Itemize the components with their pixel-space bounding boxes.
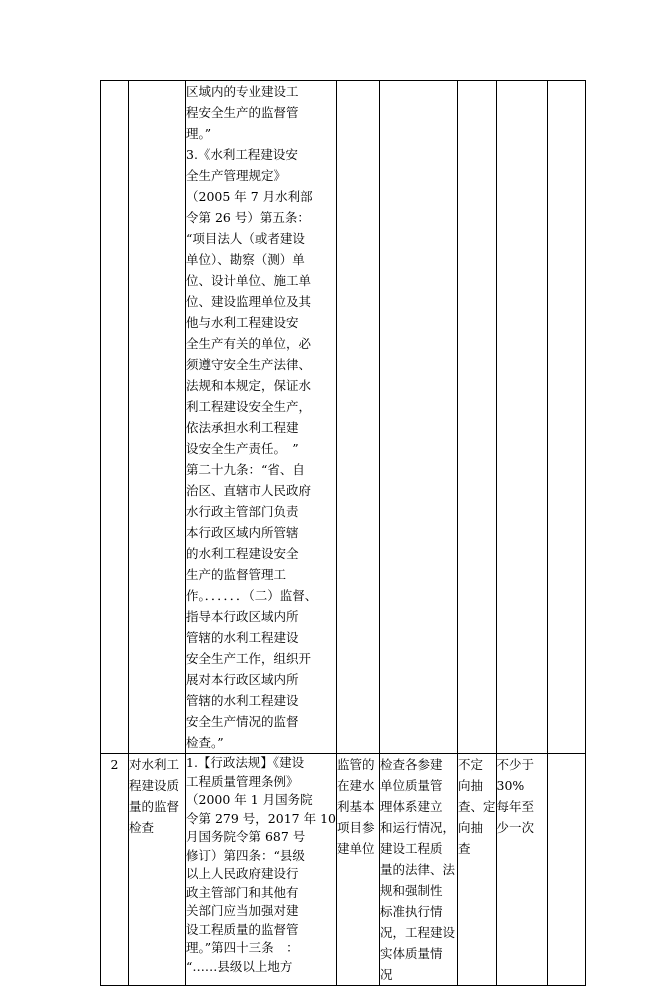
- text-line: 依法承担水利工程建: [186, 420, 299, 435]
- text-line: “……县级以上地方: [186, 958, 293, 974]
- text-line: 监管的: [336, 757, 375, 772]
- text-line: 管辖的水利工程建设: [186, 693, 299, 708]
- text-line: 政主管部门和其他有: [186, 884, 299, 900]
- text-line: 量的监督: [129, 799, 180, 814]
- table-row: [101, 754, 586, 986]
- text-line: 展对本行政区域内所: [186, 672, 299, 687]
- text-line: 安全生产工作，组织开: [186, 651, 312, 666]
- text-line: “项目法人（或者建设: [186, 231, 305, 246]
- text-line: 的水利工程建设安全: [186, 546, 299, 561]
- inspection-item: [129, 754, 186, 986]
- text-line: 令第 26 号）第五条：: [186, 210, 310, 225]
- text-line: 利工程建设安全生产，: [186, 399, 312, 414]
- text-line: 令第 279 号，2017 年 10: [186, 810, 336, 826]
- text-line: 向抽: [457, 778, 483, 793]
- inspection-frequency: [496, 81, 547, 754]
- text-line: 作。．．．．．．（二）监督、: [186, 588, 318, 603]
- inspection-content: [379, 754, 457, 986]
- text-line: 况，工程建设: [379, 925, 455, 940]
- text-line: 法规和本规定，保证水: [186, 378, 312, 393]
- text-line: 检查: [129, 820, 155, 835]
- table-row: [101, 81, 586, 754]
- text-line: 不定: [457, 757, 483, 772]
- inspection-object: [336, 754, 379, 986]
- inspection-item: [129, 81, 186, 754]
- text-line: 30%: [496, 778, 525, 793]
- text-line: 况: [379, 967, 393, 982]
- text-line: 和运行情况，: [379, 820, 455, 835]
- legal-basis: [186, 81, 337, 754]
- text-line: 工程质量管理条例》: [186, 773, 299, 789]
- remarks: [547, 754, 585, 986]
- text-line: 第二十九条：“省、自: [186, 462, 305, 477]
- row-number: [101, 81, 129, 754]
- text-line: 利基本: [336, 799, 375, 814]
- text-line: 管辖的水利工程建设: [186, 630, 299, 645]
- inspection-table: [100, 80, 586, 986]
- inspection-method: [457, 81, 496, 754]
- text-line: 须遵守安全生产法律、: [186, 357, 312, 372]
- text-line: 量的法律、法: [379, 862, 455, 877]
- text-line: 单位质量管: [379, 778, 443, 793]
- text-line: 检查各参建: [379, 757, 443, 772]
- text-line: 理。”: [186, 126, 212, 141]
- text-line: （2005 年 7 月水利部: [186, 189, 313, 204]
- text-line: 理。”第四十三条 ：: [186, 940, 299, 955]
- text-line: 不少于: [496, 757, 535, 772]
- text-line: 少一次: [496, 820, 535, 835]
- text-line: 安全生产情况的监督: [186, 714, 299, 729]
- inspection-method: [457, 754, 496, 986]
- text-line: 全生产管理规定》: [186, 168, 287, 183]
- text-line: 全生产有关的单位，必: [186, 336, 312, 351]
- legal-basis: [186, 754, 337, 986]
- text-line: 对水利工: [129, 757, 180, 772]
- row-number: 2: [101, 754, 129, 986]
- text-line: 1.【行政法规】《建设: [186, 755, 305, 770]
- inspection-content: [379, 81, 457, 754]
- text-line: 项目参: [336, 820, 375, 835]
- text-line: 本行政区域内所管辖: [186, 525, 299, 540]
- text-line: 查、定: [457, 799, 496, 814]
- text-line: 位、设计单位、施工单: [186, 273, 312, 288]
- text-line: 月国务院令第 687 号: [186, 829, 306, 844]
- text-line: 治区、直辖市人民政府: [186, 483, 312, 498]
- text-line: 在建水: [336, 778, 375, 793]
- text-line: 标准执行情: [379, 904, 443, 919]
- text-line: 每年至: [496, 799, 535, 814]
- text-line: 他与水利工程建设安: [186, 315, 299, 330]
- text-line: 程安全生产的监督管: [186, 105, 299, 120]
- text-line: 程建设质: [129, 778, 180, 793]
- text-line: 关部门应当加强对建: [186, 903, 299, 918]
- text-line: 理体系建立: [379, 799, 443, 814]
- text-line: 检查。”: [186, 735, 224, 750]
- inspection-frequency: [496, 754, 547, 986]
- inspection-object: [336, 81, 379, 754]
- text-line: 指导本行政区域内所: [186, 609, 299, 624]
- text-line: 向抽: [457, 820, 483, 835]
- text-line: 规和强制性: [379, 883, 443, 898]
- text-line: 位、建设监理单位及其: [186, 294, 312, 309]
- text-line: 单位）、勘察（测）单: [186, 252, 305, 267]
- text-line: 查: [457, 841, 471, 856]
- text-line: 3.《水利工程建设安: [186, 147, 298, 162]
- text-line: 以上人民政府建设行: [186, 866, 299, 881]
- text-line: （2000 年 1 月国务院: [186, 792, 313, 807]
- text-line: 设安全生产责任。 ”: [186, 441, 299, 456]
- text-line: 建单位: [336, 841, 375, 856]
- text-line: 修订）第四条：“县级: [186, 847, 305, 863]
- text-line: 生产的监督管理工: [186, 567, 287, 582]
- text-line: 建设工程质: [379, 841, 443, 856]
- remarks: [547, 81, 585, 754]
- text-line: 设工程质量的监督管: [186, 921, 299, 937]
- text-line: 实体质量情: [379, 946, 443, 961]
- text-line: 区域内的专业建设工: [186, 84, 299, 99]
- text-line: 水行政主管部门负责: [186, 504, 299, 519]
